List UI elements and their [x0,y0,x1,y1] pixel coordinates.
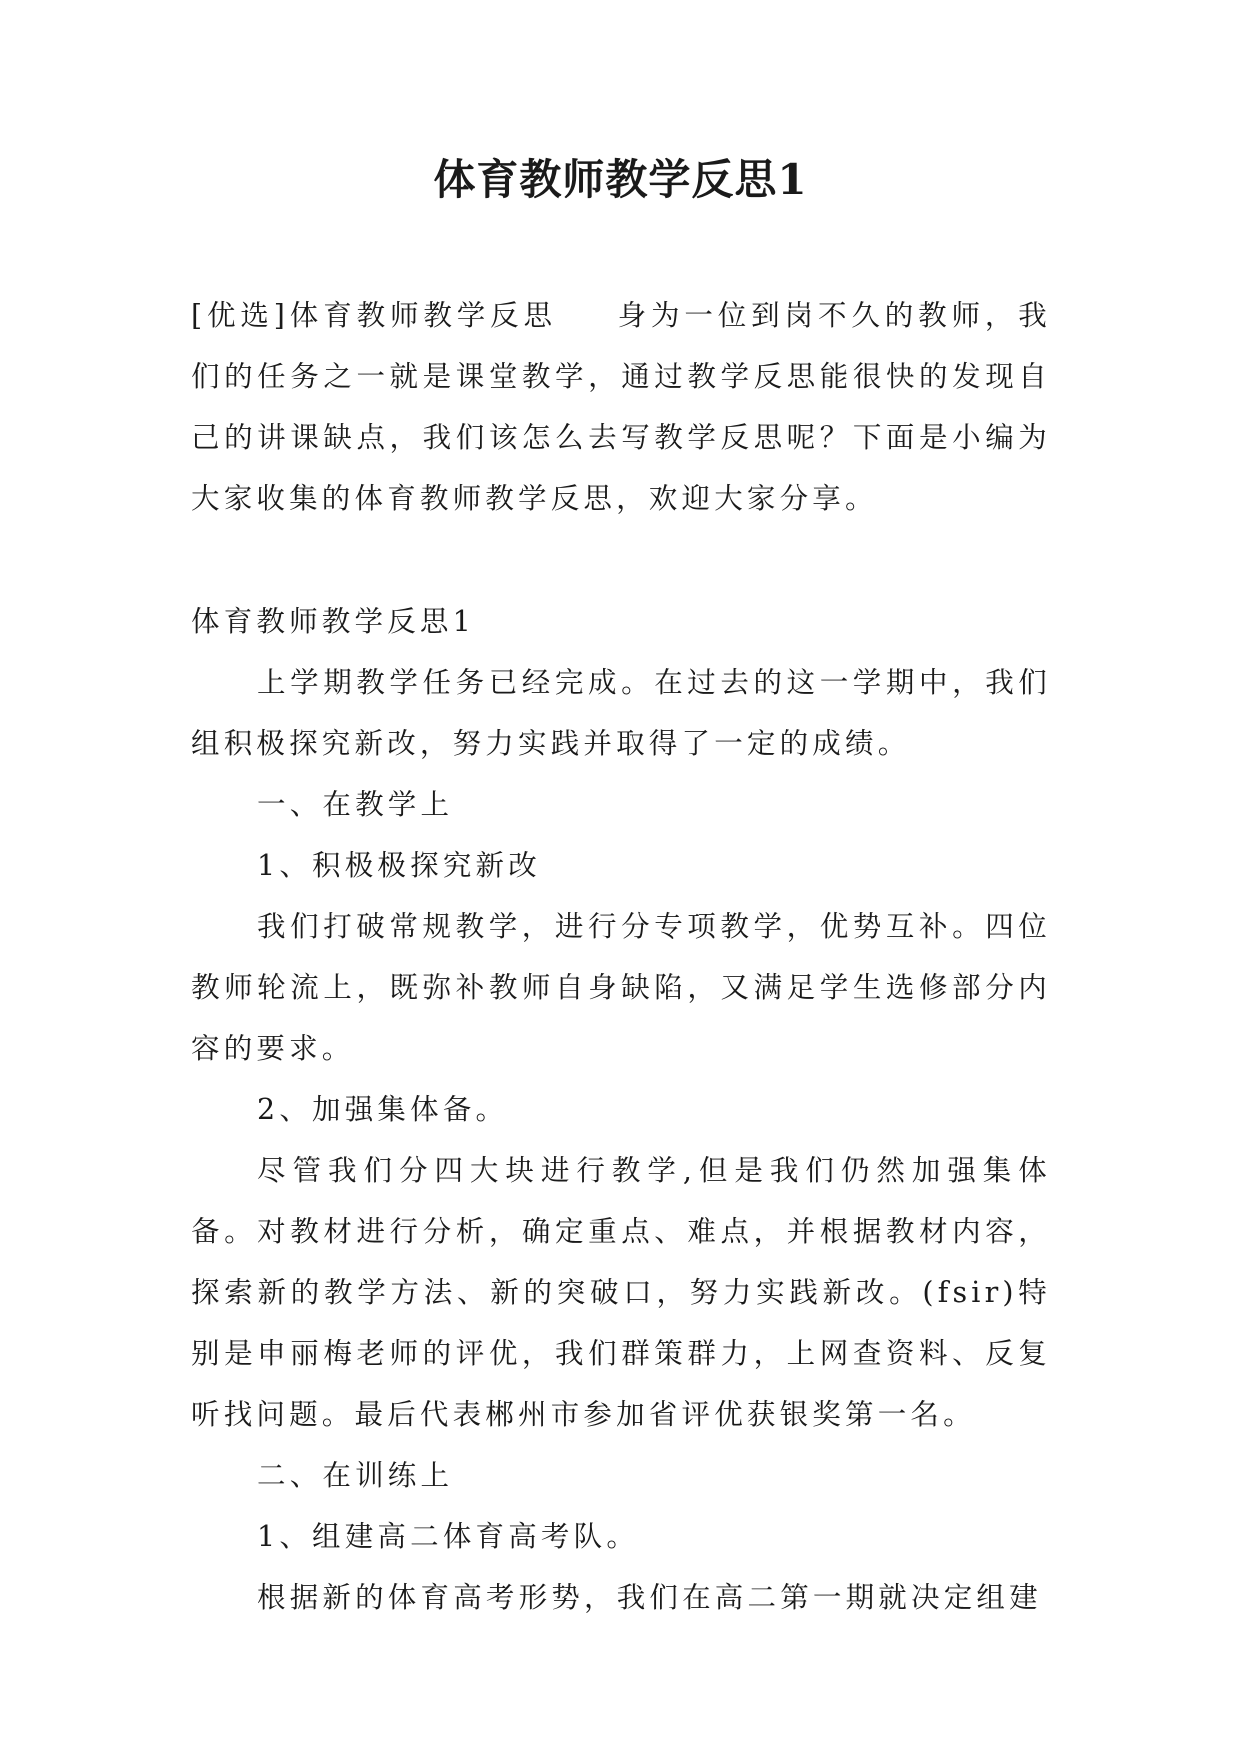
subheading-exam-team: 1、组建高二体育高考队。 [257,1520,640,1553]
paragraph-summary: 上学期教学任务已经完成。在过去的这一学期中，我们组积极探究新改，努力实践并取得了一定的成绩。 [191,666,1051,760]
intro-paragraph [191,285,1051,529]
intro-text: 身为一位到岗不久的教师，我们的任务之一就是课堂教学，通过教学反思能很快的发现自己的讲课缺点，我们该怎么去写教学反思呢？下面是小编为大家收集的体育教师教学反思，欢迎大家分享。 [191,299,1051,515]
intro-prefix: [优选]体育教师教学反思 [191,299,557,332]
document-title: 体育教师教学反思1 [433,155,808,204]
heading-training: 二、在训练上 [257,1459,454,1492]
subheading-collective-prep: 2、加强集体备。 [257,1093,509,1126]
section-heading: 体育教师教学反思1 [191,605,475,638]
subheading-explore-reform: 1、积极极探究新改 [257,849,541,882]
paragraph-exam-team: 根据新的体育高考形势，我们在高二第一期就决定组建 [257,1581,1042,1614]
heading-teaching: 一、在教学上 [257,788,454,821]
paragraph-special-teaching: 我们打破常规教学，进行分专项教学，优势互补。四位教师轮流上，既弥补教师自身缺陷，又满足学生选修部分内容的要求。 [191,910,1051,1065]
paragraph-collective-prep: 尽管我们分四大块进行教学,但是我们仍然加强集体备。对教材进行分析，确定重点、难点，并根据教材内容，探索新的教学方法、新的突破口，努力实践新改。(fsir)特别是申丽梅老师的评优，我们群策群力，上网查资料、反复听找问题。最后代表郴州市参加省评优获银奖第一名。 [191,1154,1051,1431]
document-body [191,285,1051,1628]
